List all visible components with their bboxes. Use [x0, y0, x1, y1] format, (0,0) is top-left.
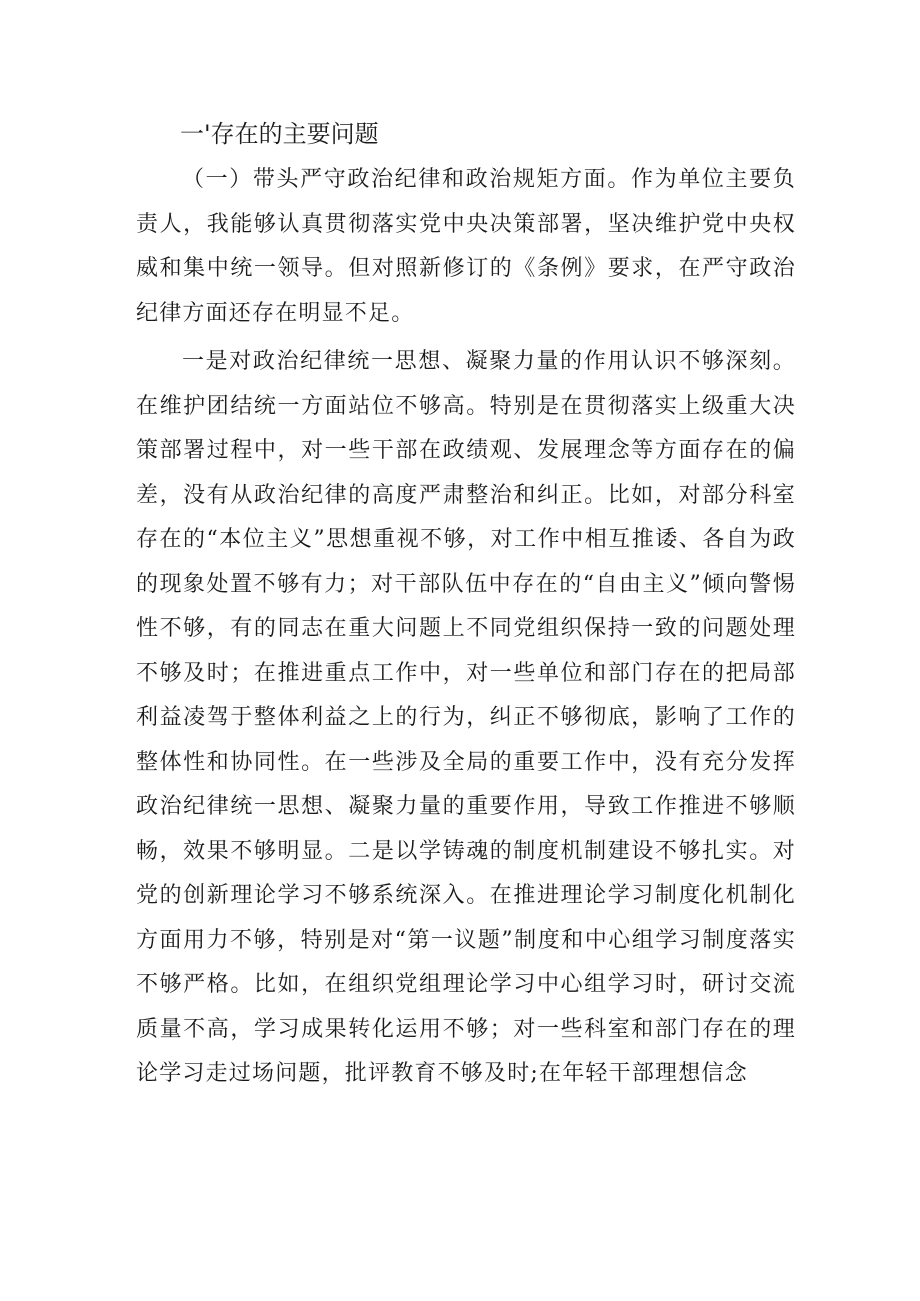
paragraph-2: 一是对政治纪律统一思想、凝聚力量的作用认识不够深刻。在维护团结统一方面站位不够高。特别是在贯彻落实上级重大决策部署过程中，对一些干部在政绩观、发展理念等方面存在的偏差，没有从政治纪律的高度严肃整治和纠正。比如，对部分科室存在的“本位主义”思想重视不够，对工作中相互推诿、各自为政的现象处置不够有力；对干部队伍中存在的“自由主义”倾向警惕性不够，有的同志在重大问题上不同党组织保持一致的问题处理不够及时；在推进重点工作中，对一些单位和部门存在的把局部利益凌驾于整体利益之上的行为，纠正不够彻底，影响了工作的整体性和协同性。在一些涉及全局的重要工作中，没有充分发挥政治纪律统一思想、凝聚力量的重要作用，导致工作推进不够顺畅，效果不够明显。二是以学铸魂的制度机制建设不够扎实。对党的创新理论学习不够系统深入。在推进理论学习制度化机制化方面用力不够，特别是对“第一议题”制度和中心组学习制度落实不够严格。比如，在组织党组理论学习中心组学习时，研讨交流质量不高，学习成果转化运用不够；对一些科室和部门存在的理论学习走过场问题，批评教育不够及时;在年轻干部理想信念 — [136, 349, 796, 1086]
section-heading: 一'存在的主要问题 — [180, 120, 379, 148]
paragraph-1: （一）带头严守政治纪律和政治规矩方面。作为单位主要负责人，我能够认真贯彻落实党中央决策部署，坚决维护党中央权威和集中统一领导。但对照新修订的《条例》要求，在严守政治纪律方面还存在明显不足。 — [136, 167, 796, 326]
document-body — [136, 116, 796, 1097]
